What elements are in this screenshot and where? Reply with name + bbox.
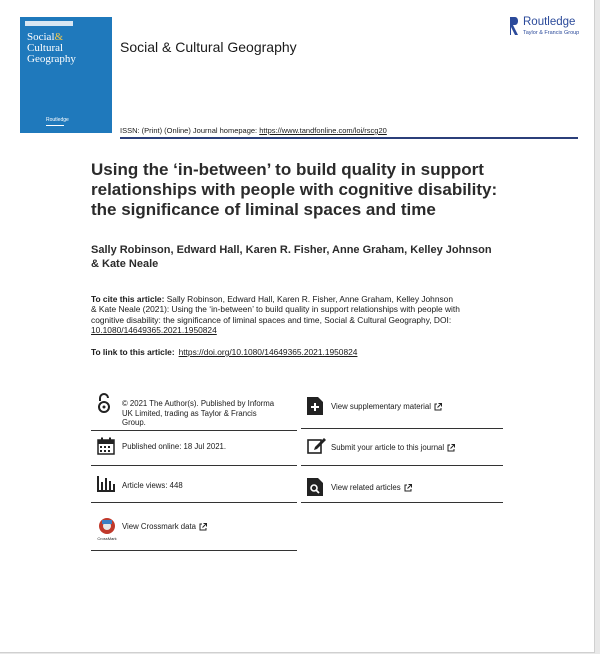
edit-icon	[307, 436, 327, 454]
search-document-icon	[307, 478, 323, 496]
cite-text: & Kate Neale (2021): Using the ‘in-between’ to build quality in support relationships with people with	[91, 304, 460, 315]
cover-title	[27, 32, 111, 65]
journal-homepage-link[interactable]: https://www.tandfonline.com/loi/rscg20	[259, 126, 387, 135]
journal-name: Social & Cultural Geography	[120, 39, 297, 55]
crossmark-badge-label: CrossMark	[97, 536, 117, 541]
cover-title-line1: Social	[27, 31, 55, 43]
license-line: UK Limited, trading as Taylor & Francis	[122, 408, 257, 418]
license-line: © 2021 The Author(s). Published by Informa	[122, 399, 275, 408]
article-title-line: Using the ‘in-between’ to build quality in support	[91, 160, 484, 179]
cover-publisher	[46, 117, 69, 126]
article-link-line	[91, 347, 357, 357]
license-line: Group.	[122, 418, 146, 427]
article-title	[91, 160, 531, 220]
crossmark-text: View Crossmark data	[122, 522, 196, 531]
divider	[91, 430, 297, 431]
link-label: To link to this article:	[91, 347, 175, 357]
citation-block	[91, 294, 521, 336]
divider	[91, 502, 297, 503]
publisher-logo-name: Routledge	[523, 16, 576, 28]
divider	[301, 428, 503, 429]
external-link-icon	[447, 444, 455, 452]
article-doi-link[interactable]: https://doi.org/10.1080/14649365.2021.1950824	[178, 347, 358, 357]
cover-strip	[25, 21, 73, 26]
divider	[301, 502, 503, 503]
header-rule	[120, 137, 578, 139]
cite-text: cognitive disability: the significance of liminal spaces and time, Social & Cultural Geography, DOI:	[91, 314, 452, 325]
published-text: Published online: 18 Jul 2021.	[122, 442, 227, 451]
external-link-icon	[199, 523, 207, 531]
add-document-icon	[307, 397, 323, 415]
authors-line: Sally Robinson, Edward Hall, Karen R. Fisher, Anne Graham, Kelley Johnson	[91, 244, 492, 256]
issn-line	[120, 126, 387, 135]
cover-publisher-name: Routledge	[46, 117, 69, 123]
cite-label: To cite this article:	[91, 294, 165, 304]
submit-text: Submit your article to this journal	[331, 443, 445, 452]
article-title-line: relationships with people with cognitive disability:	[91, 180, 498, 199]
publisher-logo-subtitle: Taylor & Francis Group	[523, 30, 580, 36]
article-title-line: the significance of liminal spaces and time	[91, 200, 436, 219]
doi-link[interactable]: 10.1080/14649365.2021.1950824	[91, 325, 217, 336]
divider	[91, 550, 297, 551]
cover-title-line3: Geography	[27, 53, 76, 65]
external-link-icon	[434, 403, 442, 411]
routledge-logo-icon	[509, 16, 520, 36]
calendar-icon	[97, 437, 115, 455]
cover-title-line2: Cultural	[27, 42, 64, 54]
supplementary-text: View supplementary material	[331, 402, 431, 411]
journal-cover-thumbnail	[20, 17, 112, 133]
divider	[301, 465, 503, 466]
related-text: View related articles	[331, 483, 401, 492]
views-text: Article views: 448	[122, 481, 183, 490]
crossmark-icon	[97, 517, 117, 541]
cite-text: Sally Robinson, Edward Hall, Karen R. Fisher, Anne Graham, Kelley Johnson	[164, 294, 453, 304]
issn-label: ISSN: (Print) (Online) Journal homepage:	[120, 126, 260, 135]
divider	[91, 465, 297, 466]
article-authors	[91, 243, 521, 271]
authors-line: & Kate Neale	[91, 258, 159, 270]
cover-title-amp: &	[54, 31, 64, 43]
bar-chart-icon	[97, 476, 115, 492]
external-link-icon	[404, 484, 412, 492]
open-access-icon	[97, 392, 111, 414]
